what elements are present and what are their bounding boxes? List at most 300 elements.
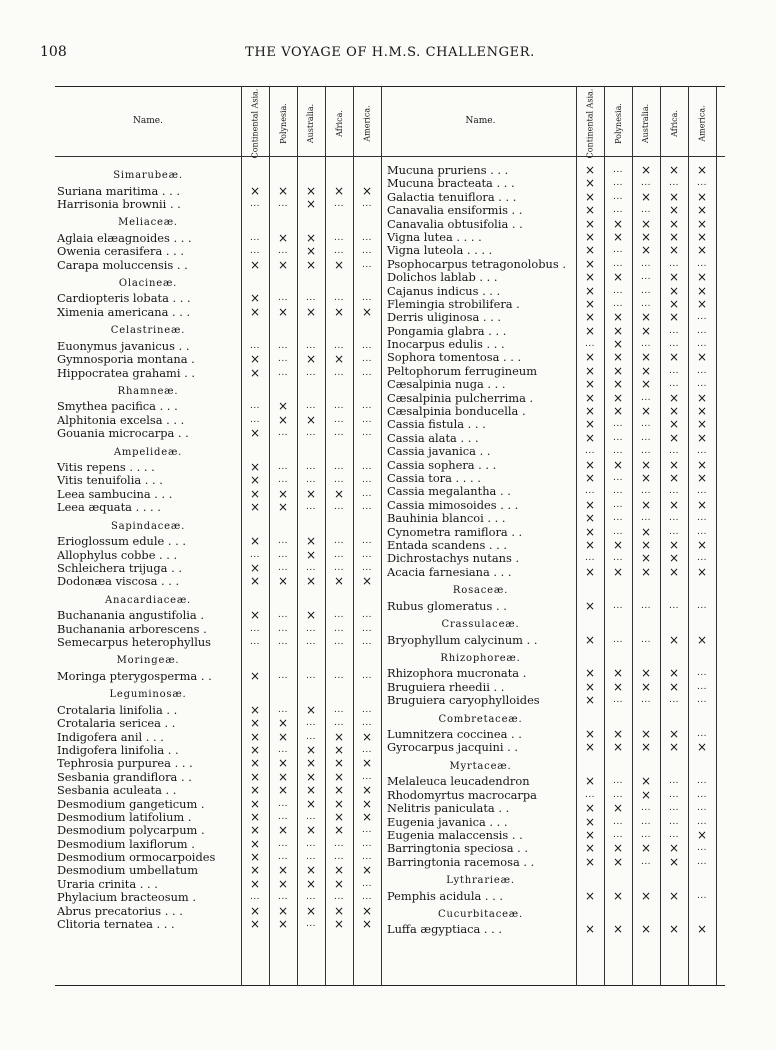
species-name: Aglaia elæagnoides . . . [57,231,192,245]
absence-dots: ... [333,892,345,903]
presence-mark: × [249,352,261,367]
presence-mark: × [277,183,289,198]
presence-mark: × [305,742,317,757]
page-title: THE VOYAGE OF H.M.S. CHALLENGER. [245,45,535,60]
family-name: Myrtaceæ. [449,760,512,772]
absence-dots: ... [361,878,373,889]
species-row [55,851,390,864]
presence-mark: × [249,729,261,744]
absence-dots: ... [696,856,708,867]
absence-dots: ... [612,285,624,296]
presence-mark: × [668,470,680,485]
presence-mark: × [249,426,261,441]
absence-dots: ... [640,695,652,706]
absence-dots: ... [277,246,289,257]
presence-mark: × [668,430,680,445]
presence-mark: × [277,574,289,589]
absence-dots: ... [361,704,373,715]
absence-dots: ... [333,636,345,647]
absence-dots: ... [333,401,345,412]
absence-dots: ... [668,178,680,189]
species-name: Cassia fistula . . . [387,418,486,432]
species-name: Abrus precatorius . . . [57,904,183,918]
absence-dots: ... [277,610,289,621]
absence-dots: ... [640,285,652,296]
presence-mark: × [668,727,680,742]
presence-mark: × [584,310,596,325]
presence-mark: × [277,729,289,744]
species-row [385,842,725,855]
species-row [55,575,390,588]
absence-dots: ... [277,838,289,849]
absence-dots: ... [277,462,289,473]
species-row [385,311,725,324]
presence-mark: × [249,560,261,575]
species-row [385,566,725,579]
absence-dots: ... [668,776,680,787]
species-name: Nelitris paniculata . . [387,802,510,816]
species-name: Vigna lutea . . . . [387,230,482,244]
species-row [385,485,725,498]
presence-mark: × [333,756,345,771]
species-row [385,816,725,829]
absence-dots: ... [333,549,345,560]
species-name: Uraria crinita . . . [57,877,158,891]
presence-mark: × [305,783,317,798]
absence-dots: ... [361,340,373,351]
species-row [55,198,390,211]
absence-dots: ... [249,636,261,647]
absence-dots: ... [277,744,289,755]
species-row [55,811,390,824]
species-row [385,378,725,391]
presence-mark: × [361,183,373,198]
presence-mark: × [584,457,596,472]
absence-dots: ... [696,258,708,269]
presence-mark: × [668,551,680,566]
species-row [55,245,390,258]
presence-mark: × [668,229,680,244]
presence-mark: × [584,189,596,204]
presence-mark: × [640,727,652,742]
running-head [40,44,740,62]
family-heading [55,211,390,232]
absence-dots: ... [305,838,317,849]
presence-mark: × [640,243,652,258]
family-name: Lythrarieæ. [446,875,515,887]
presence-mark: × [249,917,261,932]
page-number: 108 [40,44,67,60]
absence-dots: ... [696,816,708,827]
species-name: Carapa moluccensis . . [57,258,188,272]
absence-dots: ... [612,432,624,443]
absence-dots: ... [361,536,373,547]
absence-dots: ... [612,245,624,256]
presence-mark: × [584,598,596,613]
presence-mark: × [668,203,680,218]
column-header-label: America. [697,104,707,142]
presence-mark: × [584,774,596,789]
species-name: Indigofera linifolia . . [57,743,179,757]
species-name: Indigofera anil . . . [57,730,164,744]
presence-mark: × [249,460,261,475]
presence-mark: × [361,729,373,744]
presence-mark: × [696,270,708,285]
species-name: Smythea pacifica . . . [57,400,178,414]
species-row [55,232,390,245]
presence-mark: × [640,457,652,472]
absence-dots: ... [361,852,373,863]
family-heading [385,647,725,668]
species-name: Flemingia strobilifera . [387,297,520,311]
presence-mark: × [305,304,317,319]
species-name: Melaleuca leucadendron [387,775,530,789]
species-name: Desmodium umbellatum [57,864,199,878]
family-name: Rhizophoreæ. [440,652,521,664]
presence-mark: × [640,841,652,856]
species-row [385,526,725,539]
absence-dots: ... [668,325,680,336]
absence-dots: ... [668,513,680,524]
presence-mark: × [612,363,624,378]
species-name: Inocarpus edulis . . . [387,338,505,352]
presence-mark: × [249,796,261,811]
absence-dots: ... [361,771,373,782]
presence-mark: × [584,497,596,512]
presence-mark: × [612,679,624,694]
absence-dots: ... [696,339,708,350]
species-row [55,562,390,575]
absence-dots: ... [696,513,708,524]
species-row [385,829,725,842]
presence-mark: × [277,412,289,427]
column-header-region [688,90,716,156]
species-name: Desmodium gangeticum . [57,797,205,811]
presence-mark: × [668,163,680,177]
presence-mark: × [277,863,289,878]
presence-mark: × [612,350,624,365]
presence-mark: × [584,296,596,311]
absence-dots: ... [640,205,652,216]
absence-dots: ... [696,789,708,800]
species-row [55,717,390,730]
species-name: Gyrocarpus jacquini . . [387,741,518,755]
absence-dots: ... [696,553,708,564]
presence-mark: × [696,537,708,552]
species-name: Cassia alata . . . [387,431,479,445]
absence-dots: ... [305,892,317,903]
table-body [385,164,725,937]
presence-mark: × [612,270,624,285]
presence-mark: × [612,727,624,742]
species-row [55,798,390,811]
absence-dots: ... [361,462,373,473]
family-heading [385,869,725,890]
presence-mark: × [333,183,345,198]
presence-mark: × [584,256,596,271]
absence-dots: ... [249,198,261,209]
presence-mark: × [584,801,596,816]
absence-dots: ... [333,610,345,621]
family-name: Simarubeæ. [113,170,183,181]
absence-dots: ... [361,718,373,729]
species-name: Crotalaria linifolia . . [57,703,178,717]
absence-dots: ... [305,293,317,304]
presence-mark: × [249,291,261,306]
absence-dots: ... [277,198,289,209]
presence-mark: × [668,854,680,869]
absence-dots: ... [668,379,680,390]
absence-dots: ... [361,892,373,903]
column-header-label: Continental Asia. [585,88,595,158]
absence-dots: ... [612,178,624,189]
species-row [55,731,390,744]
presence-mark: × [696,283,708,298]
species-row [55,427,390,440]
species-name: Suriana maritima . . . [57,184,180,198]
presence-mark: × [668,740,680,755]
absence-dots: ... [612,776,624,787]
presence-mark: × [361,809,373,824]
species-name: Dichrostachys nutans . [387,552,520,566]
absence-dots: ... [361,367,373,378]
species-row [55,623,390,636]
family-heading [55,319,390,340]
presence-mark: × [277,399,289,414]
presence-mark: × [305,547,317,562]
species-name: Leea sambucina . . . [57,487,173,501]
presence-mark: × [696,470,708,485]
column-header-label: Australia. [641,103,651,143]
species-row [55,891,390,904]
presence-mark: × [277,783,289,798]
absence-dots: ... [584,339,596,350]
presence-mark: × [696,740,708,755]
column-header-label: Africa. [334,109,344,137]
column-header-region [632,90,660,156]
presence-mark: × [584,841,596,856]
absence-dots: ... [305,623,317,634]
presence-mark: × [277,876,289,891]
presence-mark: × [249,836,261,851]
presence-mark: × [668,417,680,432]
presence-mark: × [249,500,261,515]
absence-dots: ... [668,446,680,457]
presence-mark: × [333,783,345,798]
species-name: Crotalaria sericea . . [57,717,176,731]
family-name: Moringeæ. [116,655,180,667]
absence-dots: ... [640,298,652,309]
presence-mark: × [305,534,317,549]
presence-mark: × [640,323,652,338]
absence-dots: ... [668,816,680,827]
family-heading [55,683,390,704]
absence-dots: ... [640,446,652,457]
species-row [55,501,390,514]
species-name: Bryophyllum calycinum . . [387,633,538,647]
species-name: Dolichos lablab . . . [387,271,498,285]
presence-mark: × [249,876,261,891]
family-name: Sapindaceæ. [110,520,186,532]
absence-dots: ... [305,636,317,647]
absence-dots: ... [249,401,261,412]
species-name: Vigna luteola . . . . [387,244,493,258]
absence-dots: ... [333,428,345,439]
presence-mark: × [696,390,708,405]
presence-mark: × [249,716,261,731]
presence-mark: × [584,176,596,191]
absence-dots: ... [584,446,596,457]
family-heading [385,708,725,729]
presence-mark: × [249,304,261,319]
presence-mark: × [361,903,373,918]
presence-mark: × [668,283,680,298]
species-row [385,890,725,903]
species-name: Alphitonia excelsa . . . [57,413,185,427]
absence-dots: ... [696,446,708,457]
presence-mark: × [277,917,289,932]
presence-mark: × [305,196,317,211]
species-row [55,414,390,427]
absence-dots: ... [361,259,373,270]
species-name: Lumnitzera coccinea . . [387,728,522,742]
species-row [385,177,725,190]
presence-mark: × [696,497,708,512]
family-name: Rhamneæ. [117,385,179,397]
presence-mark: × [696,229,708,244]
absence-dots: ... [668,526,680,537]
absence-dots: ... [305,502,317,513]
absence-dots: ... [333,838,345,849]
absence-dots: ... [668,486,680,497]
absence-dots: ... [361,354,373,365]
distribution-table-left [55,86,390,986]
species-row [385,634,725,647]
presence-mark: × [640,787,652,802]
species-row [385,741,725,754]
presence-mark: × [305,574,317,589]
presence-mark: × [640,679,652,694]
presence-mark: × [361,917,373,932]
presence-mark: × [584,404,596,419]
presence-mark: × [277,903,289,918]
column-header-region [353,90,381,156]
presence-mark: × [640,888,652,903]
species-name: Clitoria ternatea . . . [57,918,175,932]
presence-mark: × [333,257,345,272]
presence-mark: × [612,801,624,816]
species-name: Canavalia obtusifolia . . [387,217,523,231]
species-row [385,405,725,418]
absence-dots: ... [640,803,652,814]
absence-dots: ... [640,272,652,283]
table-body [55,164,390,931]
family-name: Meliaceæ. [118,217,178,229]
species-row [55,918,390,931]
absence-dots: ... [668,600,680,611]
species-name: Eugenia javanica . . . [387,815,508,829]
absence-dots: ... [640,634,652,645]
presence-mark: × [584,216,596,231]
species-row [55,670,390,683]
absence-dots: ... [668,829,680,840]
species-name: Ximenia americana . . . [57,305,191,319]
presence-mark: × [277,257,289,272]
presence-mark: × [612,229,624,244]
absence-dots: ... [249,549,261,560]
presence-mark: × [612,537,624,552]
species-name: Erioglossum edule . . . [57,535,186,549]
presence-mark: × [640,470,652,485]
absence-dots: ... [696,379,708,390]
absence-dots: ... [640,600,652,611]
family-heading [55,515,390,536]
absence-dots: ... [612,829,624,840]
presence-mark: × [584,632,596,647]
presence-mark: × [249,574,261,589]
species-row [385,338,725,351]
presence-mark: × [612,390,624,405]
absence-dots: ... [277,428,289,439]
presence-mark: × [612,337,624,352]
presence-mark: × [640,350,652,365]
presence-mark: × [640,524,652,539]
presence-mark: × [668,457,680,472]
species-name: Bruguiera caryophylloides [387,694,540,708]
header-rule [385,156,725,157]
species-row [385,351,725,364]
presence-mark: × [305,352,317,367]
presence-mark: × [249,850,261,865]
species-name: Rhizophora mucronata . [387,667,527,681]
presence-mark: × [696,216,708,231]
family-heading [55,589,390,610]
presence-mark: × [249,257,261,272]
presence-mark: × [612,457,624,472]
presence-mark: × [333,796,345,811]
species-row [55,549,390,562]
presence-mark: × [584,203,596,218]
presence-mark: × [696,163,708,177]
absence-dots: ... [305,852,317,863]
species-row [55,340,390,353]
presence-mark: × [612,216,624,231]
absence-dots: ... [333,536,345,547]
species-name: Cassia megalantha . . [387,485,511,499]
presence-mark: × [612,922,624,937]
species-row [385,191,725,204]
family-name: Leguminosæ. [109,689,187,701]
species-row [385,445,725,458]
absence-dots: ... [640,829,652,840]
presence-mark: × [696,922,708,937]
absence-dots: ... [249,340,261,351]
presence-mark: × [584,323,596,338]
family-heading [55,649,390,670]
species-row [385,218,725,231]
species-row [385,512,725,525]
absence-dots: ... [333,414,345,425]
presence-mark: × [640,189,652,204]
absence-dots: ... [640,432,652,443]
presence-mark: × [333,304,345,319]
presence-mark: × [361,796,373,811]
absence-dots: ... [361,475,373,486]
absence-dots: ... [305,670,317,681]
family-heading [55,164,390,185]
species-name: Cassia tora . . . . [387,471,481,485]
absence-dots: ... [305,401,317,412]
